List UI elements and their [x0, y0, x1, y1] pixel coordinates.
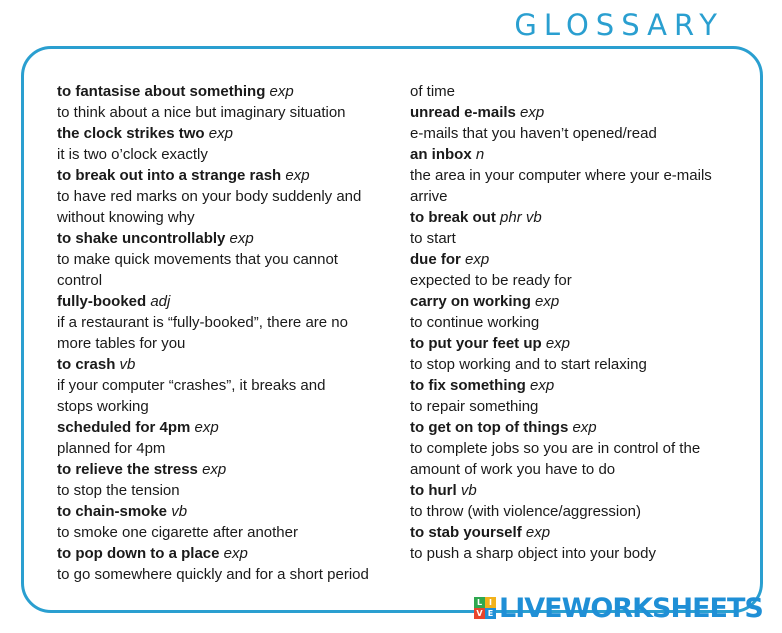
entry-definition: control: [57, 272, 103, 289]
entry-heading: [410, 144, 740, 165]
glossary-right-column: [410, 81, 740, 564]
entry-heading: [57, 123, 379, 144]
entry-part-of-speech: exp: [285, 167, 310, 184]
entry-heading: [57, 543, 379, 564]
glossary-entry: [57, 81, 379, 123]
entry-part-of-speech: exp: [202, 461, 227, 478]
liveworksheets-watermark: [474, 594, 763, 622]
entry-heading: [57, 165, 379, 186]
entry-definition: without knowing why: [57, 209, 195, 226]
entry-definition: to start: [410, 230, 456, 247]
entry-term: to break out: [410, 209, 496, 226]
entry-definition: e-mails that you haven’t opened/read: [410, 125, 657, 142]
glossary-entry: [57, 165, 379, 228]
entry-term: to relieve the stress: [57, 461, 198, 478]
glossary-entry: [410, 102, 740, 144]
entry-definition: to think about a nice but imaginary situation: [57, 104, 346, 121]
entry-heading: [410, 480, 740, 501]
continuation-text: of time: [410, 83, 456, 100]
logo-letter: L: [474, 597, 485, 608]
entry-definition: to have red marks on your body suddenly and: [57, 188, 362, 205]
entry-part-of-speech: exp: [525, 524, 551, 541]
glossary-entry: [410, 375, 740, 417]
entry-term: to break out into a strange rash: [57, 167, 282, 184]
entry-heading: [410, 333, 740, 354]
entry-part-of-speech: exp: [194, 419, 219, 436]
entry-definition: to smoke one cigarette after another: [57, 524, 298, 541]
entry-part-of-speech: vb: [171, 503, 188, 520]
entry-part-of-speech: exp: [535, 293, 560, 310]
entry-term: to fantasise about something: [57, 83, 266, 100]
glossary-entry: [410, 249, 740, 291]
entry-definition: to make quick movements that you cannot: [57, 251, 338, 268]
entry-heading: [57, 81, 379, 102]
entry-definition: more tables for you: [57, 335, 186, 352]
entry-heading: [410, 291, 740, 312]
glossary-entry: [57, 354, 379, 417]
glossary-entry: [410, 522, 740, 564]
entry-heading: [410, 207, 740, 228]
glossary-entry: [57, 543, 379, 585]
entry-term: to pop down to a place: [57, 545, 220, 562]
entry-heading: [57, 417, 379, 438]
glossary-entry: [57, 417, 379, 459]
entry-heading: [57, 291, 379, 312]
glossary-entry: [410, 207, 740, 249]
watermark-text: LIVEWORKSHEETS: [499, 592, 763, 624]
logo-letter: I: [485, 597, 496, 608]
entry-heading: [410, 522, 740, 543]
entry-part-of-speech: adj: [150, 293, 171, 310]
entry-definition: to go somewhere quickly and for a short period: [57, 566, 369, 583]
entry-definition: to complete jobs so you are in control of the: [410, 440, 701, 457]
entry-part-of-speech: exp: [223, 545, 248, 562]
glossary-entry: [57, 459, 379, 501]
entry-definition: the area in your computer where your e-mails: [410, 167, 712, 184]
liveworksheets-logo-icon: [474, 597, 496, 619]
entry-definition: to stop the tension: [57, 482, 180, 499]
glossary-entry: [410, 417, 740, 480]
logo-letter: E: [485, 608, 496, 619]
entry-heading: [57, 501, 379, 522]
entry-definition: to continue working: [410, 314, 540, 331]
entry-term: due for: [410, 251, 461, 268]
entry-definition: to repair something: [410, 398, 539, 415]
glossary-entry: [57, 123, 379, 165]
entry-term: fully-booked: [57, 293, 147, 310]
entry-heading: [57, 228, 379, 249]
entry-part-of-speech: phr vb: [500, 209, 542, 226]
entry-part-of-speech: vb: [460, 482, 477, 499]
entry-heading: [57, 354, 379, 375]
entry-heading: [410, 375, 740, 396]
entry-definition: to throw (with violence/aggression): [410, 503, 641, 520]
entry-definition: if a restaurant is “fully-booked”, there are no: [57, 314, 348, 331]
entry-heading: [410, 102, 740, 123]
entry-term: unread e-mails: [410, 104, 516, 121]
entry-heading: [57, 459, 379, 480]
glossary-left-column: [57, 81, 379, 585]
glossary-entry: [57, 501, 379, 543]
entry-part-of-speech: exp: [530, 377, 555, 394]
entry-definition: expected to be ready for: [410, 272, 572, 289]
entry-term: to chain-smoke: [57, 503, 168, 520]
entry-term: to stab yourself: [410, 524, 522, 541]
entry-definition: arrive: [410, 188, 448, 205]
entry-part-of-speech: exp: [572, 419, 597, 436]
entry-part-of-speech: exp: [465, 251, 490, 268]
entry-term: to fix something: [410, 377, 526, 394]
entry-term: carry on working: [410, 293, 531, 310]
glossary-entry: [57, 228, 379, 291]
entry-term: to put your feet up: [410, 335, 542, 352]
entry-part-of-speech: exp: [208, 125, 233, 142]
entry-term: to shake uncontrollably: [57, 230, 226, 247]
entry-definition: to push a sharp object into your body: [410, 545, 656, 562]
logo-letter: V: [474, 608, 485, 619]
entry-part-of-speech: vb: [119, 356, 136, 373]
entry-definition: to stop working and to start relaxing: [410, 356, 647, 373]
entry-definition: it is two o’clock exactly: [57, 146, 208, 163]
entry-part-of-speech: exp: [269, 83, 294, 100]
glossary-entry: [57, 291, 379, 354]
entry-term: scheduled for 4pm: [57, 419, 191, 436]
entry-definition: planned for 4pm: [57, 440, 166, 457]
entry-definition: amount of work you have to do: [410, 461, 616, 478]
entry-part-of-speech: n: [475, 146, 485, 163]
entry-term: to crash: [57, 356, 116, 373]
entry-part-of-speech: exp: [229, 230, 254, 247]
entry-definition: stops working: [57, 398, 149, 415]
glossary-title: GLOSSARY: [514, 8, 724, 42]
glossary-entry: [410, 480, 740, 522]
entry-term: to hurl: [410, 482, 457, 499]
entry-heading: [410, 249, 740, 270]
entry-part-of-speech: exp: [545, 335, 571, 352]
glossary-entry: [410, 144, 740, 207]
glossary-entry: [410, 291, 740, 333]
entry-term: to get on top of things: [410, 419, 569, 436]
entry-term: an inbox: [410, 146, 472, 163]
glossary-entry: [410, 333, 740, 375]
entry-definition: if your computer “crashes”, it breaks and: [57, 377, 326, 394]
entry-part-of-speech: exp: [520, 104, 545, 121]
entry-term: the clock strikes two: [57, 125, 205, 142]
entry-heading: [410, 417, 740, 438]
